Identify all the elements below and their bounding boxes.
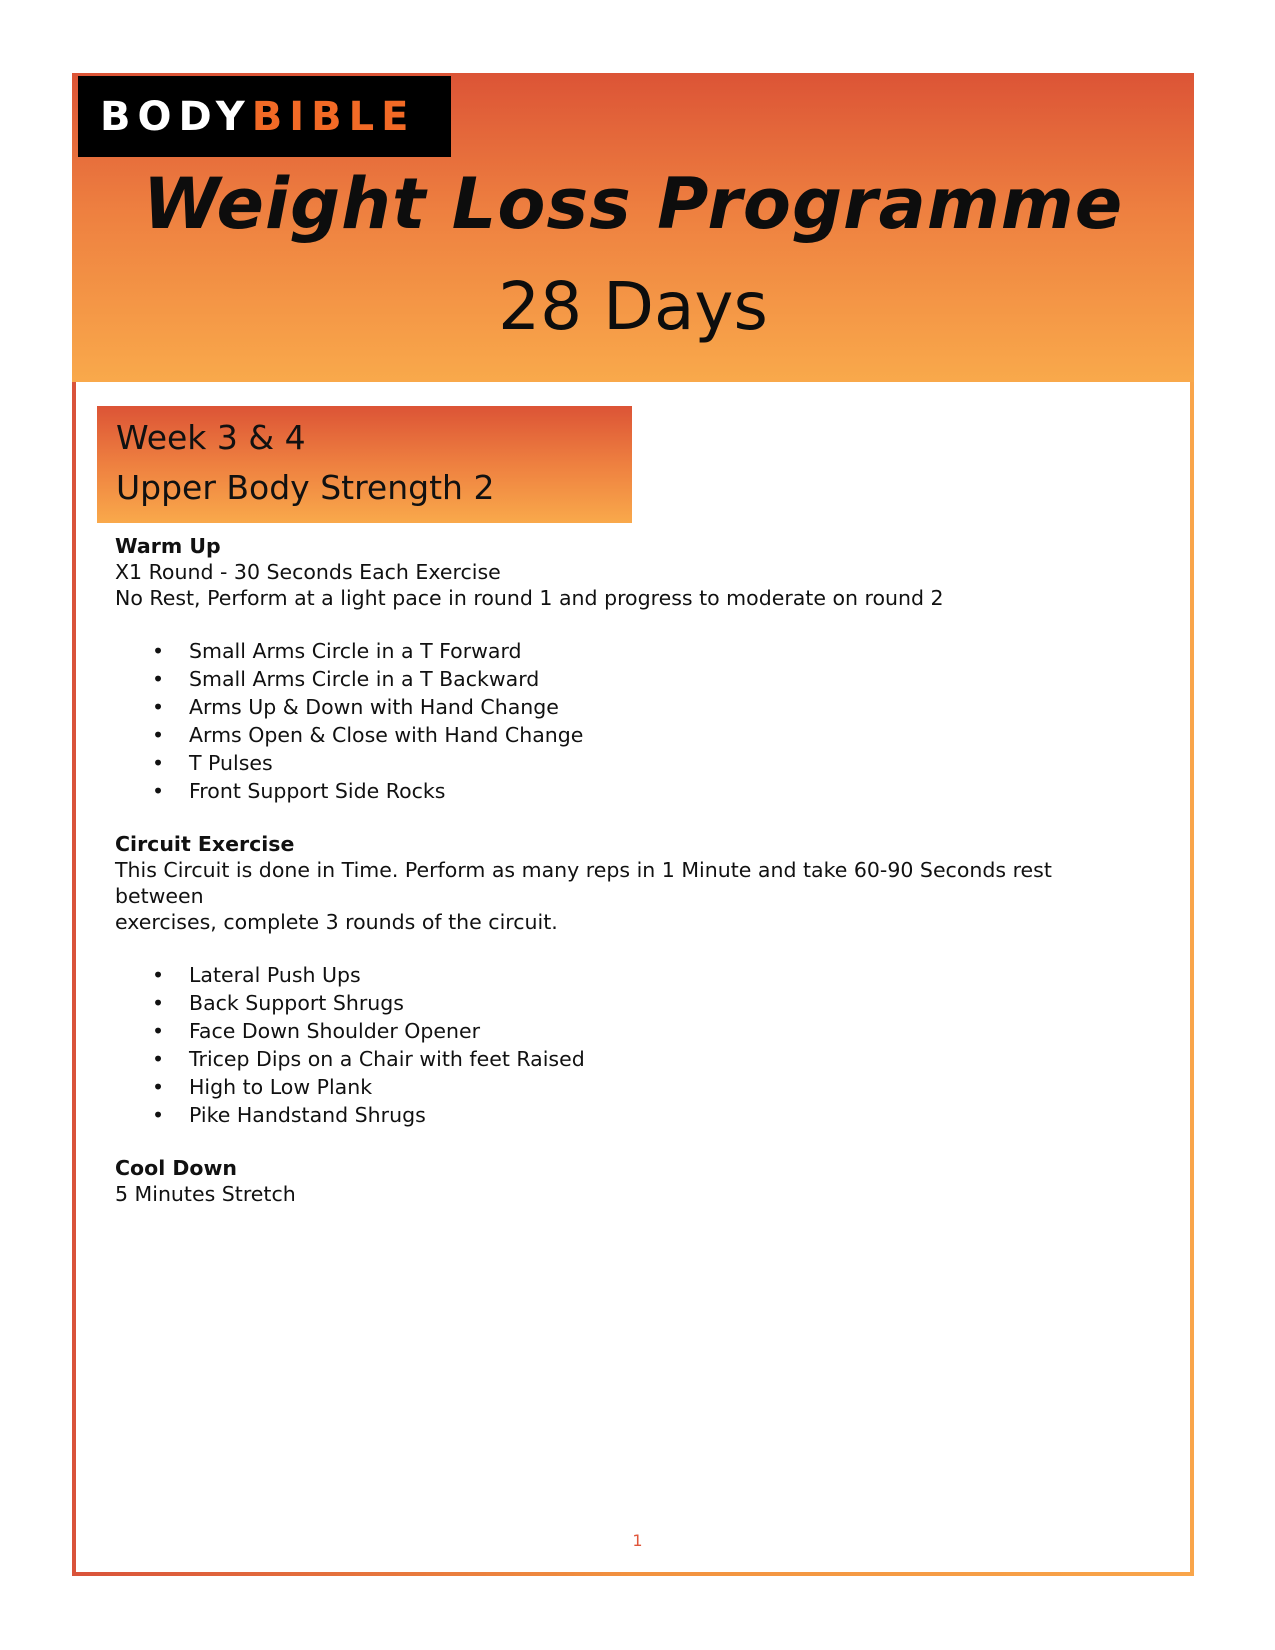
logo-body-text: BODY xyxy=(100,94,252,140)
list-item xyxy=(115,693,1145,721)
exercise-label: Small Arms Circle in a T Forward xyxy=(189,639,522,663)
exercise-label: Small Arms Circle in a T Backward xyxy=(189,667,540,691)
warm-up-rounds: X1 Round - 30 Seconds Each Exercise xyxy=(115,560,501,584)
exercise-label: Lateral Push Ups xyxy=(189,963,361,987)
list-item xyxy=(115,1017,1145,1045)
exercise-label: Back Support Shrugs xyxy=(189,991,404,1015)
list-item xyxy=(115,1101,1145,1129)
list-item xyxy=(115,777,1145,805)
logo-text xyxy=(100,94,415,140)
exercise-label: Arms Up & Down with Hand Change xyxy=(189,695,559,719)
bodybible-logo xyxy=(78,76,451,157)
logo-bible-text: BIBLE xyxy=(251,94,416,140)
warm-up-title: Warm Up xyxy=(115,534,221,558)
page-number: 1 xyxy=(632,1531,643,1550)
circuit-title: Circuit Exercise xyxy=(115,832,295,856)
warm-up-instructions: No Rest, Perform at a light pace in round 1 and progress to moderate on round 2 xyxy=(115,586,944,610)
bullet-icon: • xyxy=(152,667,165,691)
bullet-icon: • xyxy=(152,1019,165,1043)
cool-down-title: Cool Down xyxy=(115,1156,238,1180)
workout-content xyxy=(115,533,1145,1207)
exercise-label: T Pulses xyxy=(189,751,273,775)
bullet-icon: • xyxy=(152,991,165,1015)
exercise-label: Front Support Side Rocks xyxy=(189,779,446,803)
exercise-label: Arms Open & Close with Hand Change xyxy=(189,723,584,747)
circuit-list xyxy=(115,961,1145,1129)
circuit-instructions-2: exercises, complete 3 rounds of the circuit. xyxy=(115,910,558,934)
week-heading-box xyxy=(97,406,632,523)
list-item xyxy=(115,989,1145,1017)
bullet-icon: • xyxy=(152,963,165,987)
list-item xyxy=(115,637,1145,665)
bullet-icon: • xyxy=(152,639,165,663)
list-item xyxy=(115,749,1145,777)
bullet-icon: • xyxy=(152,779,165,803)
cool-down-text: 5 Minutes Stretch xyxy=(115,1182,296,1206)
bullet-icon: • xyxy=(152,695,165,719)
list-item xyxy=(115,1073,1145,1101)
page-subtitle: 28 Days xyxy=(498,268,768,345)
week-label: Week 3 & 4 xyxy=(116,418,306,457)
workout-name: Upper Body Strength 2 xyxy=(116,468,495,507)
exercise-label: Face Down Shoulder Opener xyxy=(189,1019,481,1043)
exercise-label: High to Low Plank xyxy=(189,1075,373,1099)
list-item xyxy=(115,961,1145,989)
bullet-icon: • xyxy=(152,1075,165,1099)
circuit-instructions-1: This Circuit is done in Time. Perform as many reps in 1 Minute and take 60-90 Seconds rest between xyxy=(115,858,1052,908)
list-item xyxy=(115,665,1145,693)
bullet-icon: • xyxy=(152,723,165,747)
list-item xyxy=(115,1045,1145,1073)
page-title: Weight Loss Programme xyxy=(142,163,1124,245)
bullet-icon: • xyxy=(152,1103,165,1127)
warm-up-list xyxy=(115,637,1145,805)
list-item xyxy=(115,721,1145,749)
bullet-icon: • xyxy=(152,1047,165,1071)
bullet-icon: • xyxy=(152,751,165,775)
exercise-label: Pike Handstand Shrugs xyxy=(189,1103,426,1127)
exercise-label: Tricep Dips on a Chair with feet Raised xyxy=(189,1047,585,1071)
